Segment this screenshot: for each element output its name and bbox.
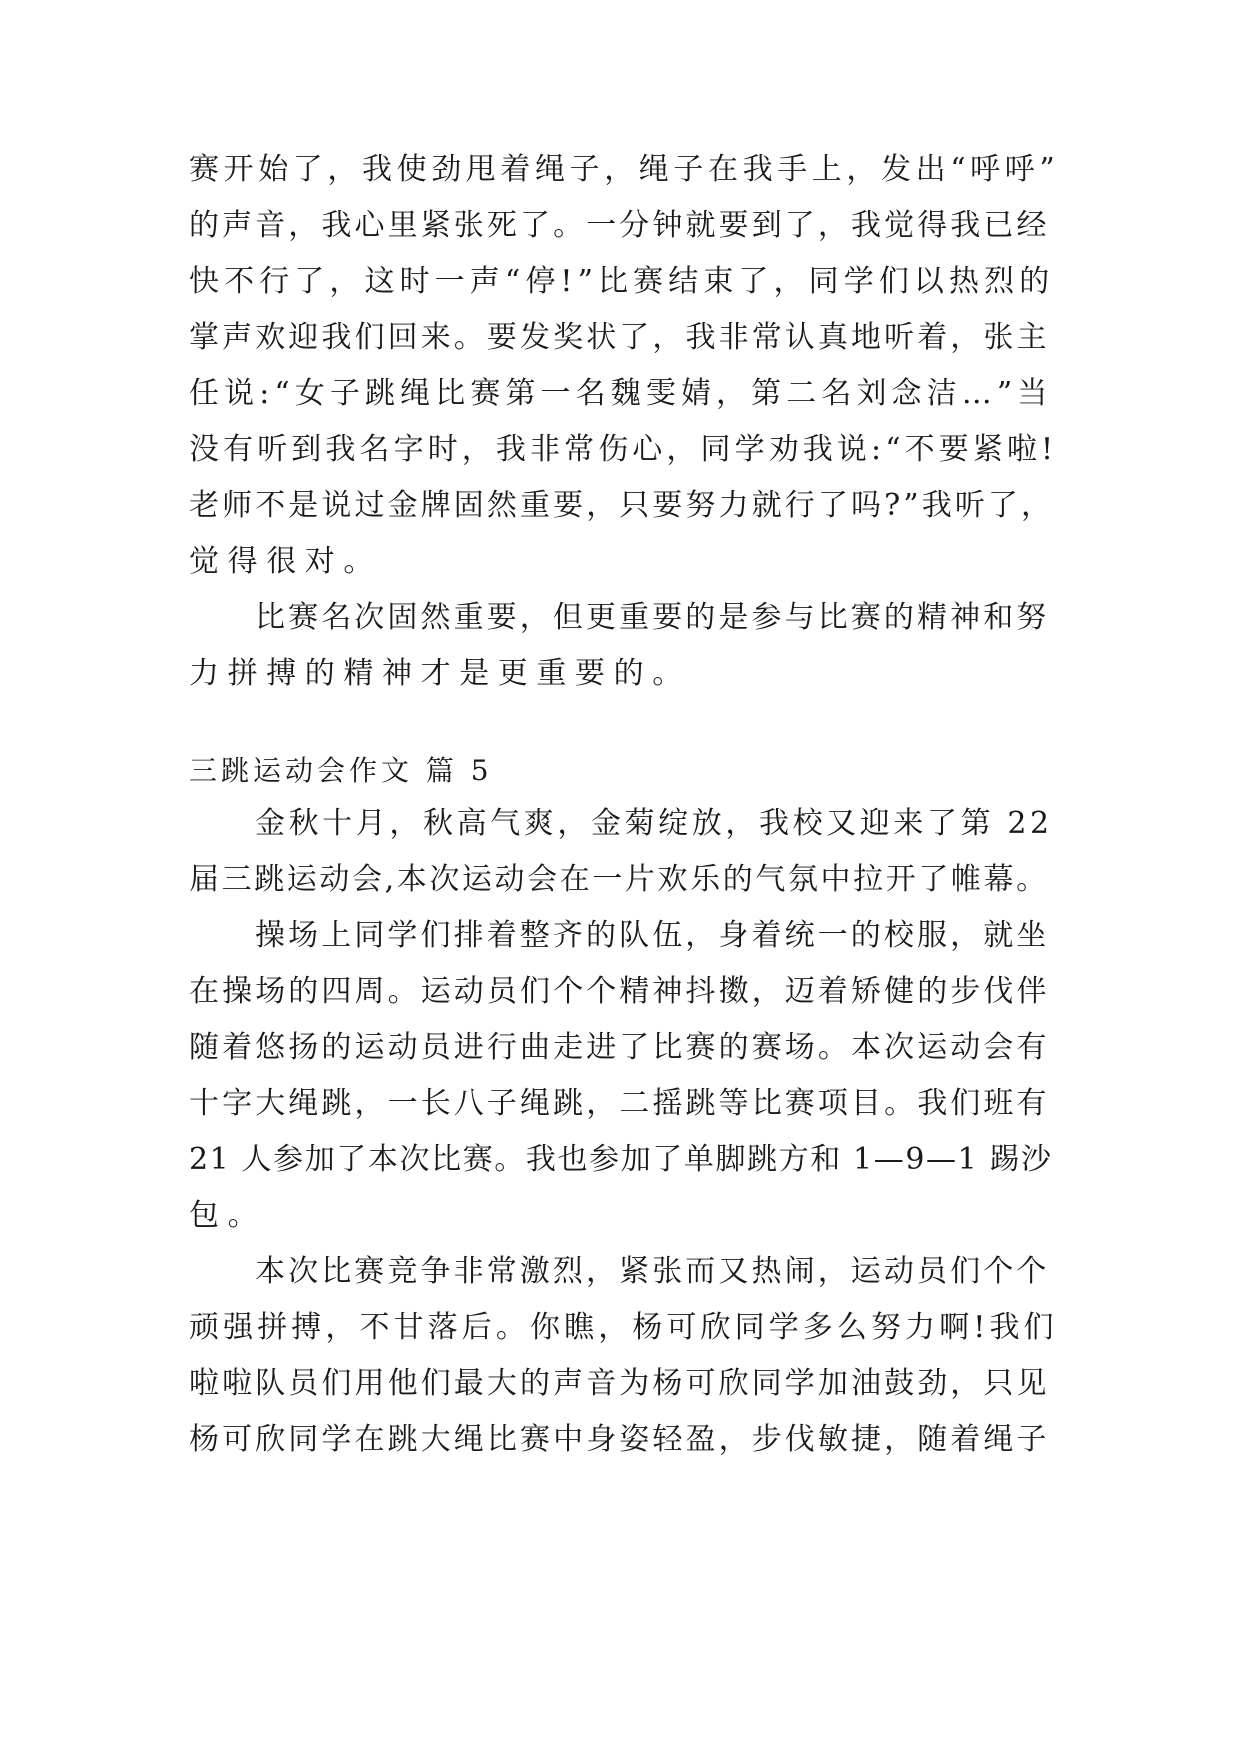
section-title: 三跳运动会作文 篇 5 <box>189 754 493 787</box>
text-line: 杨可欣同学在跳大绳比赛中身姿轻盈，步伐敏捷，随着绳子 <box>189 1422 1050 1457</box>
text-line: 老师不是说过金牌固然重要，只要努力就行了吗?”我听了， <box>189 488 1055 523</box>
text-line: 赛开始了，我使劲甩着绳子，绳子在我手上，发出“呼呼” <box>189 152 1060 187</box>
text-line: 任说:“女子跳绳比赛第一名魏雯婧，第二名刘念洁…”当 <box>189 376 1053 411</box>
text-line: 的声音，我心里紧张死了。一分钟就要到了，我觉得我已经 <box>189 208 1050 243</box>
text-line: 顽强拼搏，不甘落后。你瞧，杨可欣同学多么努力啊!我们 <box>189 1310 1058 1345</box>
text-line: 快不行了，这时一声“停!”比赛结束了，同学们以热烈的 <box>189 264 1055 299</box>
text-line: 掌声欢迎我们回来。要发奖状了，我非常认真地听着，张主 <box>189 320 1050 355</box>
paragraph-first-line: 本次比赛竞争非常激烈，紧张而又热闹，运动员们个个 <box>255 1254 1050 1289</box>
text-line: 届三跳运动会,本次运动会在一片欢乐的气氛中拉开了帷幕。 <box>189 862 1049 897</box>
text-line: 啦啦队员们用他们最大的声音为杨可欣同学加油鼓劲，只见 <box>189 1366 1050 1401</box>
text-line: 在操场的四周。运动员们个个精神抖擞，迈着矫健的步伐伴 <box>189 974 1050 1009</box>
text-line: 包。 <box>189 1198 267 1233</box>
text-line: 觉得很对。 <box>189 544 382 579</box>
text-line: 没有听到我名字时，我非常伤心，同学劝我说:“不要紧啦! <box>189 432 1058 467</box>
paragraph-first-line: 操场上同学们排着整齐的队伍，身着统一的校服，就坐 <box>255 918 1050 953</box>
paragraph-first-line: 比赛名次固然重要，但更重要的是参与比赛的精神和努 <box>255 600 1050 635</box>
paragraph-first-line: 金秋十月，秋高气爽，金菊绽放，我校又迎来了第 22 <box>255 806 1053 841</box>
text-line: 力拼搏的精神才是更重要的。 <box>189 656 691 691</box>
text-line: 随着悠扬的运动员进行曲走进了比赛的赛场。本次运动会有 <box>189 1030 1050 1065</box>
text-line: 21 人参加了本次比赛。我也参加了单脚跳方和 1—9—1 踢沙 <box>189 1142 1053 1177</box>
text-line: 十字大绳跳，一长八子绳跳，二摇跳等比赛项目。我们班有 <box>189 1086 1050 1121</box>
